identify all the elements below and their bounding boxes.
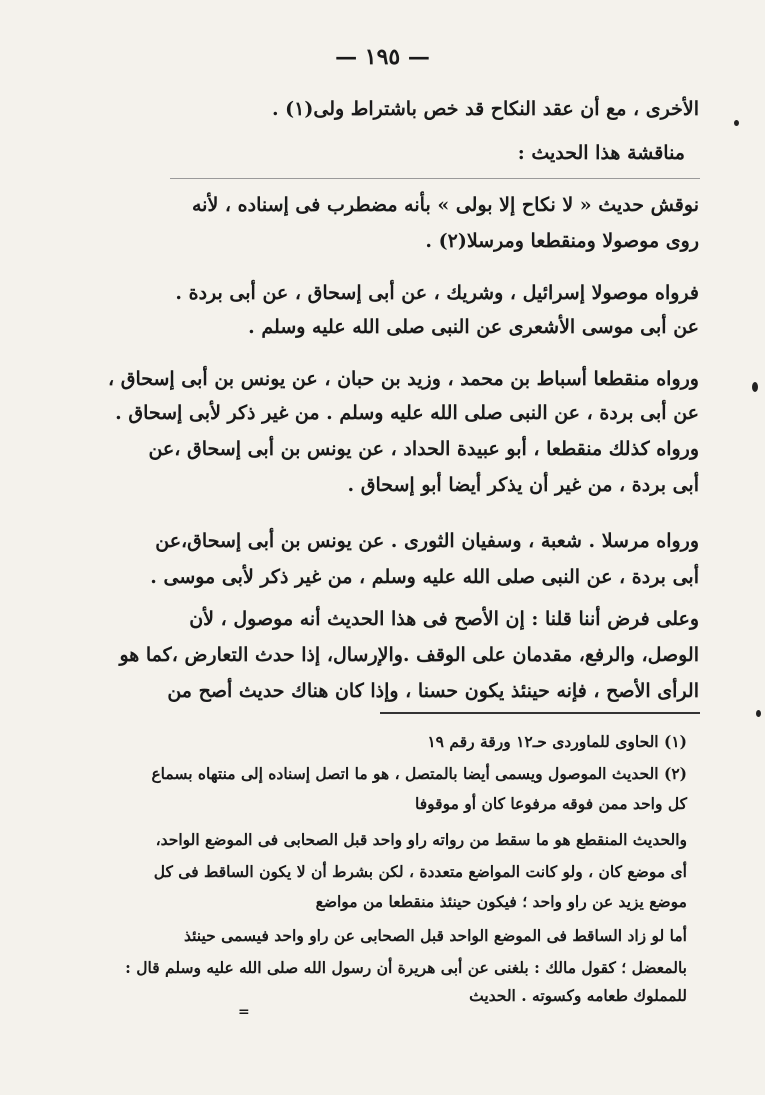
section-heading: مناقشة هذا الحديث : xyxy=(517,142,685,164)
scan-blot xyxy=(734,120,739,126)
footnote-line: للمملوك طعامه وكسوته . الحديث xyxy=(469,986,687,1005)
body-line: وعلى فرض أننا قلنا : إن الأصح فى هذا الحديث أنه موصول ، لأن xyxy=(189,608,699,630)
footnote-line: بالمعضل ؛ كقول مالك : بلغنى عن أبى هريرة أن رسول الله صلى الله عليه وسلم قال : xyxy=(125,958,687,977)
scan-blot xyxy=(756,710,761,717)
scan-blot xyxy=(752,382,758,392)
body-line: أبى بردة ، من غير أن يذكر أيضا أبو إسحاق . xyxy=(347,474,699,496)
footnote-line: أما لو زاد الساقط فى الموضع الواحد قبل الصحابى عن راو واحد فيسمى حينئذ xyxy=(183,926,687,945)
body-line: نوقش حديث « لا نكاح إلا بولى » بأنه مضطرب فى إسناده ، لأنه xyxy=(192,194,699,216)
body-line: الرأى الأصح ، فإنه حينئذ يكون حسنا ، وإذا كان هناك حديث أصح من xyxy=(167,680,699,702)
body-line: روى موصولا ومنقطعا ومرسلا(٢) . xyxy=(425,230,699,252)
footnote-line: (٢) الحديث الموصول ويسمى أيضا بالمتصل ، هو ما اتصل إسناده إلى منتهاه بسماع xyxy=(151,764,687,783)
footnote-divider xyxy=(380,712,700,714)
body-line: الأخرى ، مع أن عقد النكاح قد خص باشتراط ولى(١) . xyxy=(271,98,699,120)
body-line: أبى بردة ، عن النبى صلى الله عليه وسلم ، من غير ذكر لأبى موسى . xyxy=(150,566,699,588)
body-line: ورواه مرسلا . شعبة ، وسفيان الثورى . عن يونس بن أبى إسحاق،عن xyxy=(155,530,699,552)
body-line: فرواه موصولا إسرائيل ، وشريك ، عن أبى إسحاق ، عن أبى بردة . xyxy=(175,282,699,304)
body-line: الوصل، والرفع، مقدمان على الوقف .والإرسال، إذا حدث التعارض ،كما هو xyxy=(119,644,699,666)
body-line: ورواه منقطعا أسباط بن محمد ، وزيد بن حبان ، عن يونس بن أبى إسحاق ، xyxy=(107,368,699,390)
footnote-line: موضع يزيد عن راو واحد ؛ فيكون حينئذ منقطعا من مواضع xyxy=(315,892,687,911)
body-line: عن أبى موسى الأشعرى عن النبى صلى الله عليه وسلم . xyxy=(248,316,699,338)
footnote-line: (١) الحاوى للماوردى حـ١٢ ورقة رقم ١٩ xyxy=(427,732,687,751)
end-mark: = xyxy=(238,1004,250,1020)
page-number: — ١٩٥ — xyxy=(335,44,430,70)
body-line: ورواه كذلك منقطعا ، أبو عبيدة الحداد ، عن يونس بن أبى إسحاق ،عن xyxy=(148,438,699,460)
heading-rule xyxy=(170,178,700,179)
body-line: عن أبى بردة ، عن النبى صلى الله عليه وسلم . من غير ذكر لأبى إسحاق . xyxy=(115,402,699,424)
footnote-line: كل واحد ممن فوقه مرفوعا كان أو موقوفا xyxy=(415,794,687,813)
footnote-line: أى موضع كان ، ولو كانت المواضع متعددة ، لكن بشرط أن لا يكون الساقط فى كل xyxy=(153,862,687,881)
footnote-line: والحديث المنقطع هو ما سقط من رواته راو واحد قبل الصحابى فى الموضع الواحد، xyxy=(155,830,687,849)
